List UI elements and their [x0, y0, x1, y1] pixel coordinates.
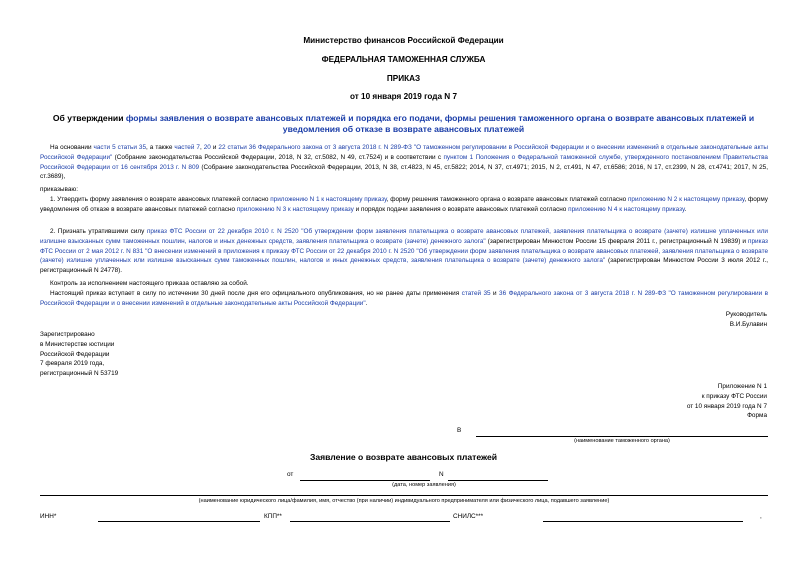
payer-field-line[interactable]: [40, 495, 768, 496]
link-20[interactable]: 20: [203, 144, 211, 151]
doc-title: [30, 113, 777, 134]
text: , форму уведомления об отказе в возврате авансовых платежей согласно: [40, 196, 768, 213]
appendix-line-1: Приложение N 1: [717, 383, 767, 390]
appendix-line-2: к приказу ФТС России: [701, 392, 767, 400]
text: ,: [199, 144, 204, 151]
link-parts-7[interactable]: частей 7: [174, 144, 200, 151]
link-order-2520[interactable]: приказ ФТС России от 22 декабря 2010 г. N 2520 "Об утверждении форм заявления плательщика о возврате авансовых платежей, заявления плательщика о возврате (зачете) излишне уплаченных или излишне взысканных сумм таможенных пошлин, налогов и иных денежных средств, заявления плательщика о возврате (зачете) денежного залога": [40, 228, 768, 245]
doc-date: от 10 января 2019 года N 7: [349, 92, 458, 101]
preamble: [40, 143, 768, 182]
form-title: Заявление о возврате авансовых платежей: [309, 452, 498, 462]
to-label: В: [457, 427, 462, 434]
link-art-36-law[interactable]: 36 Федерального закона от 3 августа 2018 г. N 289-ФЗ "О таможенном регулировании в Российской Федерации и о внесении изменений в отдельные законодательные акты Российской Федерации": [40, 290, 768, 307]
text: На основании: [50, 144, 94, 151]
doc-type: ПРИКАЗ: [386, 74, 421, 83]
reg-line-5: регистрационный N 53719: [40, 370, 119, 378]
title-prefix: Об утверждении: [52, 113, 126, 123]
appendix-line-4: Форма: [747, 412, 767, 420]
link-22-art-36[interactable]: 22 статьи 36 Федерального закона от 3 августа 2018 г. N 289-ФЗ "О таможенном регулировании в Российской Федерации и о внесении изменений в отдельные законодательные акты Российской Федерации": [40, 144, 768, 161]
registration-block: [40, 330, 118, 379]
text: 2. Признать утратившими силу: [50, 228, 147, 235]
kpp-field-line[interactable]: [290, 521, 450, 522]
title-link[interactable]: формы заявления о возврате авансовых платежей и порядка его подачи, формы решения таможенного органа о возврате авансовых платежей и уведомления об отказе в возврате авансовых платежей: [125, 113, 755, 134]
text: (Собрание законодательства Российской Федерации, 2013, N 38, ст.4823, N 45, ст.5822; 2014, N 37, ст.4971; 2015, N 2, ст.491, N 47, ст.6586; 2016, N 17, ст.2399, N 28, ст.4741; 2017, N 25, ст.3689),: [40, 163, 768, 181]
item-2: [40, 227, 768, 276]
text: (зарегистрирован Минюстом России 15 февраля 2011 г., регистрационный N 19839) и: [485, 237, 749, 245]
item-1: [40, 195, 768, 215]
link-appendix-2[interactable]: приложению N 2 к настоящему приказу: [627, 196, 745, 203]
end-mark: ,: [760, 513, 762, 520]
text: и: [210, 144, 219, 151]
reg-line-3: Российской Федерации: [40, 350, 110, 358]
text: (зарегистрирован Минюстом России 3 июля 2012 г., регистрационный N 24778).: [40, 257, 769, 275]
date-caption: (дата, номер заявления): [392, 482, 456, 488]
item-3: Контроль за исполнением настоящего приказа оставляю за собой.: [50, 280, 249, 287]
snils-field-line[interactable]: [543, 521, 743, 522]
signature-role: Руководитель: [725, 311, 767, 318]
signature-block: [726, 310, 767, 330]
text: .: [684, 205, 687, 213]
n-label: N: [439, 471, 444, 478]
ministry-name: Министерство финансов Российской Федерации: [303, 36, 504, 45]
snils-label: СНИЛС***: [453, 513, 484, 520]
link-appendix-1[interactable]: приложению N 1 к настоящему приказу: [270, 196, 387, 203]
link-appendix-3[interactable]: приложению N 3 к настоящему приказу: [236, 205, 354, 213]
inn-field-line[interactable]: [98, 521, 260, 522]
order-word: приказываю:: [40, 186, 78, 193]
kpp-label: КПП**: [264, 513, 282, 520]
payer-caption: (наименование юридического лица/фамилия, имя, отчество (при наличии) индивидуального предпринимателя или физического лица, подавшего заявление): [198, 498, 610, 504]
signature-name: В.И.Булавин: [729, 320, 767, 328]
document-header: [0, 36, 807, 102]
reg-line-2: в Министерстве юстиции: [40, 340, 115, 348]
reg-line-4: 7 февраля 2019 года,: [40, 360, 105, 368]
customs-caption: (наименование таможенного органа): [574, 438, 670, 444]
text: (Собрание законодательства Российской Федерации, 2018, N 32, ст.5082, N 49, ст.7524) и в соответствии с: [112, 153, 444, 161]
link-part-5-art-35[interactable]: части 5 статьи 35: [93, 144, 147, 151]
text: .: [365, 299, 368, 307]
appendix-block: [687, 382, 767, 421]
appendix-line-3: от 10 января 2019 года N 7: [686, 402, 767, 410]
text: , а также: [146, 144, 175, 151]
text: и порядок подачи заявления о возврате авансовых платежей согласно: [353, 205, 569, 213]
link-order-831[interactable]: приказ ФТС России от 2 мая 2012 г. N 831 "О внесении изменений в приложения к приказу ФТС России от 22 декабря 2010 г. N 2520 "Об утверждении форм заявления плательщика о возврате авансовых платежей, заявления плательщика о возврате (зачете) излишне уплаченных или излишне взысканных сумм таможенных пошлин, налогов и иных денежных средств, заявления плательщика о возврате (зачете) денежного залога": [40, 237, 768, 265]
text: Настоящий приказ вступает в силу по истечении 30 дней после дня его официального опубликования, но не ранее даты применения: [50, 290, 462, 297]
link-regulation-809[interactable]: пунктом 1 Положения о Федеральной таможенной службе, утвержденного постановлением Правительства Российской Федерации от 16 сентября 2013 г. N 809: [40, 153, 768, 171]
inn-label: ИНН*: [40, 513, 57, 520]
item-4: [40, 289, 768, 309]
text: 1. Утвердить форму заявления о возврате авансовых платежей согласно: [50, 196, 271, 203]
text: и: [490, 290, 500, 297]
text: , форму решения таможенного органа о возврате авансовых платежей согласно: [386, 196, 628, 203]
reg-line-1: Зарегистрировано: [40, 331, 95, 338]
link-art-35[interactable]: статей 35: [461, 290, 491, 297]
service-name: ФЕДЕРАЛЬНАЯ ТАМОЖЕННАЯ СЛУЖБА: [321, 55, 486, 64]
link-appendix-4[interactable]: приложению N 4 к настоящему приказу: [568, 205, 685, 213]
from-label: от: [287, 471, 294, 478]
